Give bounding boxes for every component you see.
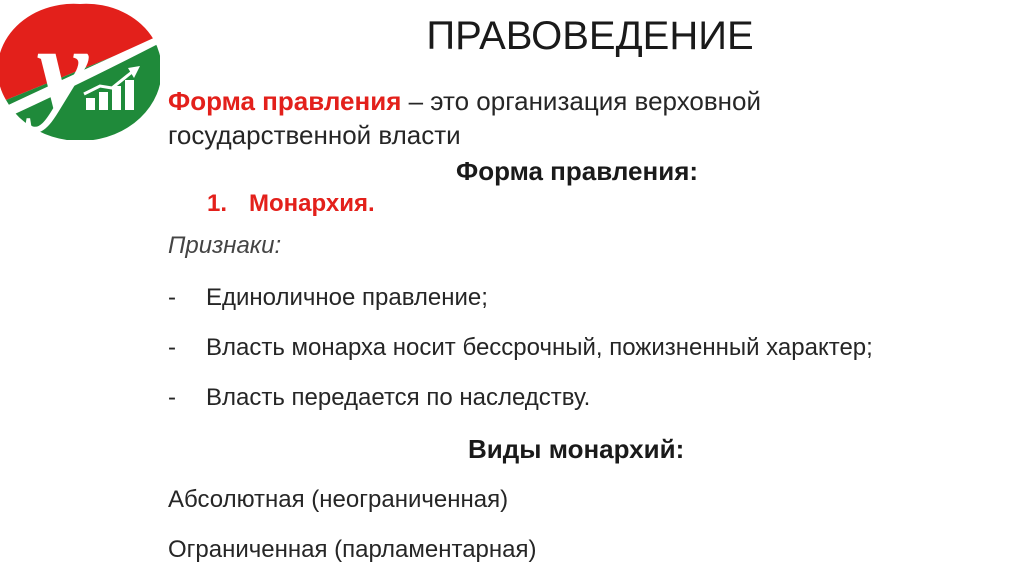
list-item [168, 384, 590, 412]
heading-forms: Форма правления: [456, 156, 699, 186]
page-title: ПРАВОВЕДЕНИЕ [426, 14, 754, 58]
list-item [168, 334, 873, 362]
type-limited: Ограниченная (парламентарная) [168, 536, 537, 563]
list-dash: - [168, 384, 176, 411]
list-item-text: Единоличное правление; [206, 284, 488, 311]
type-absolute: Абсолютная (неограниченная) [168, 486, 509, 513]
definition-text-line1: – это организация верховной [401, 86, 762, 116]
numbered-item-monarchy [207, 190, 375, 218]
definition [168, 84, 761, 152]
signs-label: Признаки: [168, 232, 282, 259]
logo [0, 0, 160, 140]
numbered-item-number: 1. [207, 190, 228, 217]
list-item-text: Власть монарха носит бессрочный, пожизненный характер; [206, 334, 873, 361]
list-dash: - [168, 334, 176, 361]
definition-text-line2: государственной власти [168, 120, 461, 150]
logo-letter: у [36, 3, 89, 134]
heading-types: Виды монархий: [468, 434, 685, 464]
definition-term: Форма правления [168, 86, 402, 116]
list-item [168, 284, 488, 312]
list-item-text: Власть передается по наследству. [206, 384, 591, 411]
numbered-item-label: Монархия. [249, 190, 375, 217]
list-dash: - [168, 284, 176, 311]
